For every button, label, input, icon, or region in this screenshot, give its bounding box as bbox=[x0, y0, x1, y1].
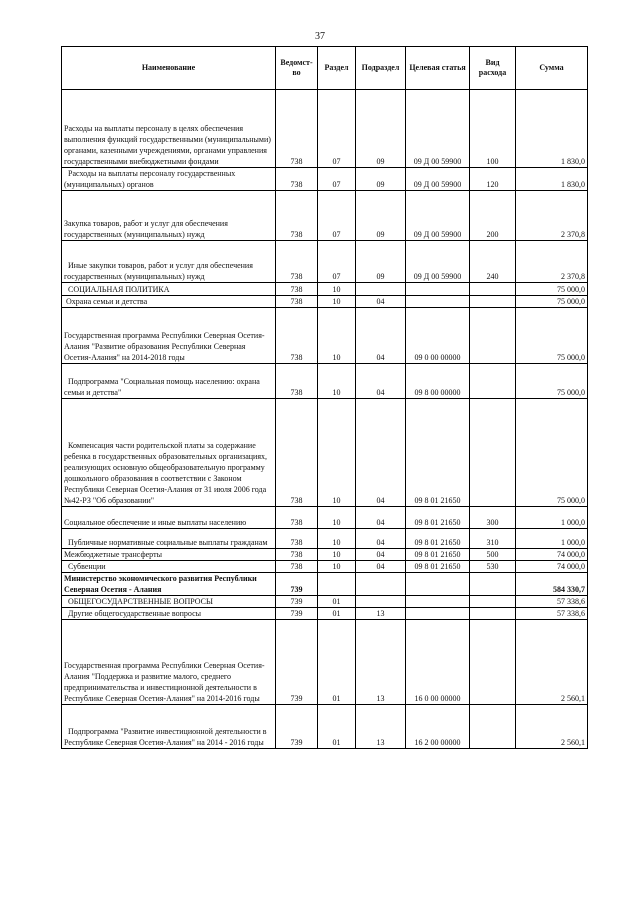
cell-vedomstvo: 738 bbox=[276, 308, 318, 364]
cell-podrazdel bbox=[356, 596, 406, 608]
cell-vedomstvo: 738 bbox=[276, 241, 318, 283]
cell-vid bbox=[470, 620, 516, 705]
cell-vid bbox=[470, 308, 516, 364]
cell-vid bbox=[470, 296, 516, 308]
cell-summa: 75 000,0 bbox=[516, 296, 588, 308]
cell-podrazdel: 04 bbox=[356, 364, 406, 399]
cell-vid bbox=[470, 608, 516, 620]
cell-summa: 1 830,0 bbox=[516, 168, 588, 191]
cell-name: Государственная программа Республики Северная Осетия-Алания "Поддержка и развитие малого, среднего предпринимательства и инвестиционной деятельности в Республике Северная Осетия-Алания" на 2014-2016 годы bbox=[62, 620, 276, 705]
cell-summa: 74 000,0 bbox=[516, 561, 588, 573]
cell-vedomstvo: 738 bbox=[276, 191, 318, 241]
cell-razdel: 07 bbox=[318, 90, 356, 168]
cell-razdel: 10 bbox=[318, 283, 356, 296]
table-row bbox=[62, 608, 588, 620]
cell-vid bbox=[470, 283, 516, 296]
cell-podrazdel: 13 bbox=[356, 705, 406, 749]
table-row bbox=[62, 283, 588, 296]
cell-summa: 1 000,0 bbox=[516, 507, 588, 529]
cell-razdel: 10 bbox=[318, 529, 356, 549]
cell-podrazdel: 04 bbox=[356, 296, 406, 308]
cell-razdel: 10 bbox=[318, 507, 356, 529]
cell-celevaya: 09 8 01 21650 bbox=[406, 529, 470, 549]
cell-summa: 74 000,0 bbox=[516, 549, 588, 561]
cell-celevaya: 09 Д 00 59900 bbox=[406, 168, 470, 191]
header-summa: Сумма bbox=[516, 47, 588, 90]
cell-podrazdel: 04 bbox=[356, 507, 406, 529]
cell-summa: 75 000,0 bbox=[516, 308, 588, 364]
cell-vid: 310 bbox=[470, 529, 516, 549]
table-row bbox=[62, 529, 588, 549]
cell-podrazdel: 04 bbox=[356, 561, 406, 573]
cell-celevaya: 09 0 00 00000 bbox=[406, 308, 470, 364]
table-row bbox=[62, 596, 588, 608]
cell-podrazdel: 04 bbox=[356, 529, 406, 549]
table-row bbox=[62, 191, 588, 241]
cell-razdel: 01 bbox=[318, 705, 356, 749]
cell-podrazdel: 13 bbox=[356, 620, 406, 705]
cell-celevaya bbox=[406, 608, 470, 620]
table-row bbox=[62, 561, 588, 573]
cell-celevaya: 09 8 01 21650 bbox=[406, 507, 470, 529]
cell-name: Государственная программа Республики Северная Осетия-Алания "Развитие образования Республики Северная Осетия-Алания" на 2014-2018 годы bbox=[62, 308, 276, 364]
cell-summa: 2 370,8 bbox=[516, 191, 588, 241]
cell-razdel: 07 bbox=[318, 168, 356, 191]
cell-vid: 200 bbox=[470, 191, 516, 241]
cell-vedomstvo: 739 bbox=[276, 596, 318, 608]
cell-vid bbox=[470, 573, 516, 596]
cell-vedomstvo: 738 bbox=[276, 90, 318, 168]
header-vedomstvo: Ведомст-во bbox=[276, 47, 318, 90]
cell-celevaya bbox=[406, 596, 470, 608]
cell-podrazdel: 13 bbox=[356, 608, 406, 620]
cell-vid: 300 bbox=[470, 507, 516, 529]
cell-celevaya bbox=[406, 573, 470, 596]
cell-vedomstvo: 739 bbox=[276, 573, 318, 596]
cell-vedomstvo: 738 bbox=[276, 364, 318, 399]
cell-vedomstvo: 738 bbox=[276, 399, 318, 507]
cell-razdel: 10 bbox=[318, 296, 356, 308]
cell-podrazdel: 04 bbox=[356, 399, 406, 507]
cell-vid: 120 bbox=[470, 168, 516, 191]
cell-vid bbox=[470, 364, 516, 399]
cell-vedomstvo: 739 bbox=[276, 705, 318, 749]
cell-summa: 75 000,0 bbox=[516, 364, 588, 399]
cell-celevaya: 09 Д 00 59900 bbox=[406, 90, 470, 168]
cell-vedomstvo: 738 bbox=[276, 529, 318, 549]
table-row bbox=[62, 399, 588, 507]
cell-vedomstvo: 739 bbox=[276, 608, 318, 620]
cell-name: Подпрограмма "Развитие инвестиционной деятельности в Республике Северная Осетия-Алания" на 2014 - 2016 годы bbox=[62, 705, 276, 749]
cell-podrazdel: 09 bbox=[356, 241, 406, 283]
cell-summa: 2 370,8 bbox=[516, 241, 588, 283]
cell-razdel: 01 bbox=[318, 596, 356, 608]
cell-razdel: 07 bbox=[318, 191, 356, 241]
cell-vedomstvo: 738 bbox=[276, 507, 318, 529]
cell-summa: 2 560,1 bbox=[516, 620, 588, 705]
cell-summa: 75 000,0 bbox=[516, 283, 588, 296]
cell-name: Межбюджетные трансферты bbox=[62, 549, 276, 561]
cell-podrazdel: 04 bbox=[356, 549, 406, 561]
cell-vid: 100 bbox=[470, 90, 516, 168]
cell-celevaya: 09 8 00 00000 bbox=[406, 364, 470, 399]
cell-podrazdel bbox=[356, 573, 406, 596]
cell-vedomstvo: 738 bbox=[276, 168, 318, 191]
cell-vid bbox=[470, 596, 516, 608]
cell-razdel: 01 bbox=[318, 608, 356, 620]
cell-name: Иные закупки товаров, работ и услуг для обеспечения государственных (муниципальных) нужд bbox=[62, 241, 276, 283]
cell-summa: 1 000,0 bbox=[516, 529, 588, 549]
header-podrazdel: Подраздел bbox=[356, 47, 406, 90]
table-row bbox=[62, 241, 588, 283]
cell-razdel: 10 bbox=[318, 364, 356, 399]
table-row bbox=[62, 507, 588, 529]
table-row bbox=[62, 549, 588, 561]
cell-summa: 57 338,6 bbox=[516, 596, 588, 608]
page-number: 37 bbox=[315, 31, 325, 42]
table-row bbox=[62, 308, 588, 364]
cell-name: Закупка товаров, работ и услуг для обеспечения государственных (муниципальных) нужд bbox=[62, 191, 276, 241]
table-row bbox=[62, 573, 588, 596]
cell-razdel: 01 bbox=[318, 620, 356, 705]
cell-summa: 2 560,1 bbox=[516, 705, 588, 749]
cell-celevaya: 09 8 01 21650 bbox=[406, 561, 470, 573]
cell-celevaya: 09 8 01 21650 bbox=[406, 399, 470, 507]
header-vid: Вид расхода bbox=[470, 47, 516, 90]
table-row bbox=[62, 296, 588, 308]
cell-celevaya bbox=[406, 296, 470, 308]
cell-celevaya: 16 2 00 00000 bbox=[406, 705, 470, 749]
cell-podrazdel: 09 bbox=[356, 191, 406, 241]
cell-vid: 240 bbox=[470, 241, 516, 283]
cell-name: Другие общегосударственные вопросы bbox=[62, 608, 276, 620]
budget-table bbox=[61, 46, 588, 749]
cell-name: ОБЩЕГОСУДАРСТВЕННЫЕ ВОПРОСЫ bbox=[62, 596, 276, 608]
cell-summa: 75 000,0 bbox=[516, 399, 588, 507]
cell-name: Охрана семьи и детства bbox=[62, 296, 276, 308]
cell-razdel: 10 bbox=[318, 399, 356, 507]
table-row bbox=[62, 705, 588, 749]
cell-summa: 57 338,6 bbox=[516, 608, 588, 620]
cell-razdel: 07 bbox=[318, 241, 356, 283]
cell-podrazdel: 04 bbox=[356, 308, 406, 364]
header-row bbox=[62, 47, 588, 90]
cell-vedomstvo: 739 bbox=[276, 620, 318, 705]
table-row bbox=[62, 168, 588, 191]
cell-name: Подпрограмма "Социальная помощь населению: охрана семьи и детства" bbox=[62, 364, 276, 399]
header-name: Наименование bbox=[62, 47, 276, 90]
cell-vid bbox=[470, 399, 516, 507]
table-row bbox=[62, 90, 588, 168]
cell-name: Расходы на выплаты персоналу в целях обеспечения выполнения функций государственными (муниципальными) органами, казенными учреждениями, органами управления государственными внебюджетными фондами bbox=[62, 90, 276, 168]
table-row bbox=[62, 364, 588, 399]
cell-name: Публичные нормативные социальные выплаты гражданам bbox=[62, 529, 276, 549]
cell-podrazdel: 09 bbox=[356, 168, 406, 191]
cell-vedomstvo: 738 bbox=[276, 549, 318, 561]
cell-razdel: 10 bbox=[318, 308, 356, 364]
cell-celevaya: 09 8 01 21650 bbox=[406, 549, 470, 561]
cell-name: СОЦИАЛЬНАЯ ПОЛИТИКА bbox=[62, 283, 276, 296]
cell-name: Расходы на выплаты персоналу государственных (муниципальных) органов bbox=[62, 168, 276, 191]
cell-summa: 1 830,0 bbox=[516, 90, 588, 168]
cell-celevaya bbox=[406, 283, 470, 296]
header-celevaya: Целевая статья bbox=[406, 47, 470, 90]
cell-vid: 500 bbox=[470, 549, 516, 561]
cell-vedomstvo: 738 bbox=[276, 283, 318, 296]
cell-name: Субвенции bbox=[62, 561, 276, 573]
cell-podrazdel: 09 bbox=[356, 90, 406, 168]
cell-razdel: 10 bbox=[318, 549, 356, 561]
cell-name: Социальное обеспечение и иные выплаты населению bbox=[62, 507, 276, 529]
cell-celevaya: 09 Д 00 59900 bbox=[406, 191, 470, 241]
cell-celevaya: 16 0 00 00000 bbox=[406, 620, 470, 705]
cell-vid: 530 bbox=[470, 561, 516, 573]
cell-razdel: 10 bbox=[318, 561, 356, 573]
cell-razdel bbox=[318, 573, 356, 596]
cell-podrazdel bbox=[356, 283, 406, 296]
cell-name: Министерство экономического развития Республики Северная Осетия - Алания bbox=[62, 573, 276, 596]
header-razdel: Раздел bbox=[318, 47, 356, 90]
table-row bbox=[62, 620, 588, 705]
cell-vedomstvo: 738 bbox=[276, 296, 318, 308]
cell-vid bbox=[470, 705, 516, 749]
cell-celevaya: 09 Д 00 59900 bbox=[406, 241, 470, 283]
cell-name: Компенсация части родительской платы за содержание ребенка в государственных образовательных организациях, реализующих основную общеобразовательную программу дошкольного образования в соответствии с Законом Республики Северная Осетия-Алания от 31 июля 2006 года №42-РЗ "Об образовании" bbox=[62, 399, 276, 507]
cell-vedomstvo: 738 bbox=[276, 561, 318, 573]
cell-summa: 584 330,7 bbox=[516, 573, 588, 596]
